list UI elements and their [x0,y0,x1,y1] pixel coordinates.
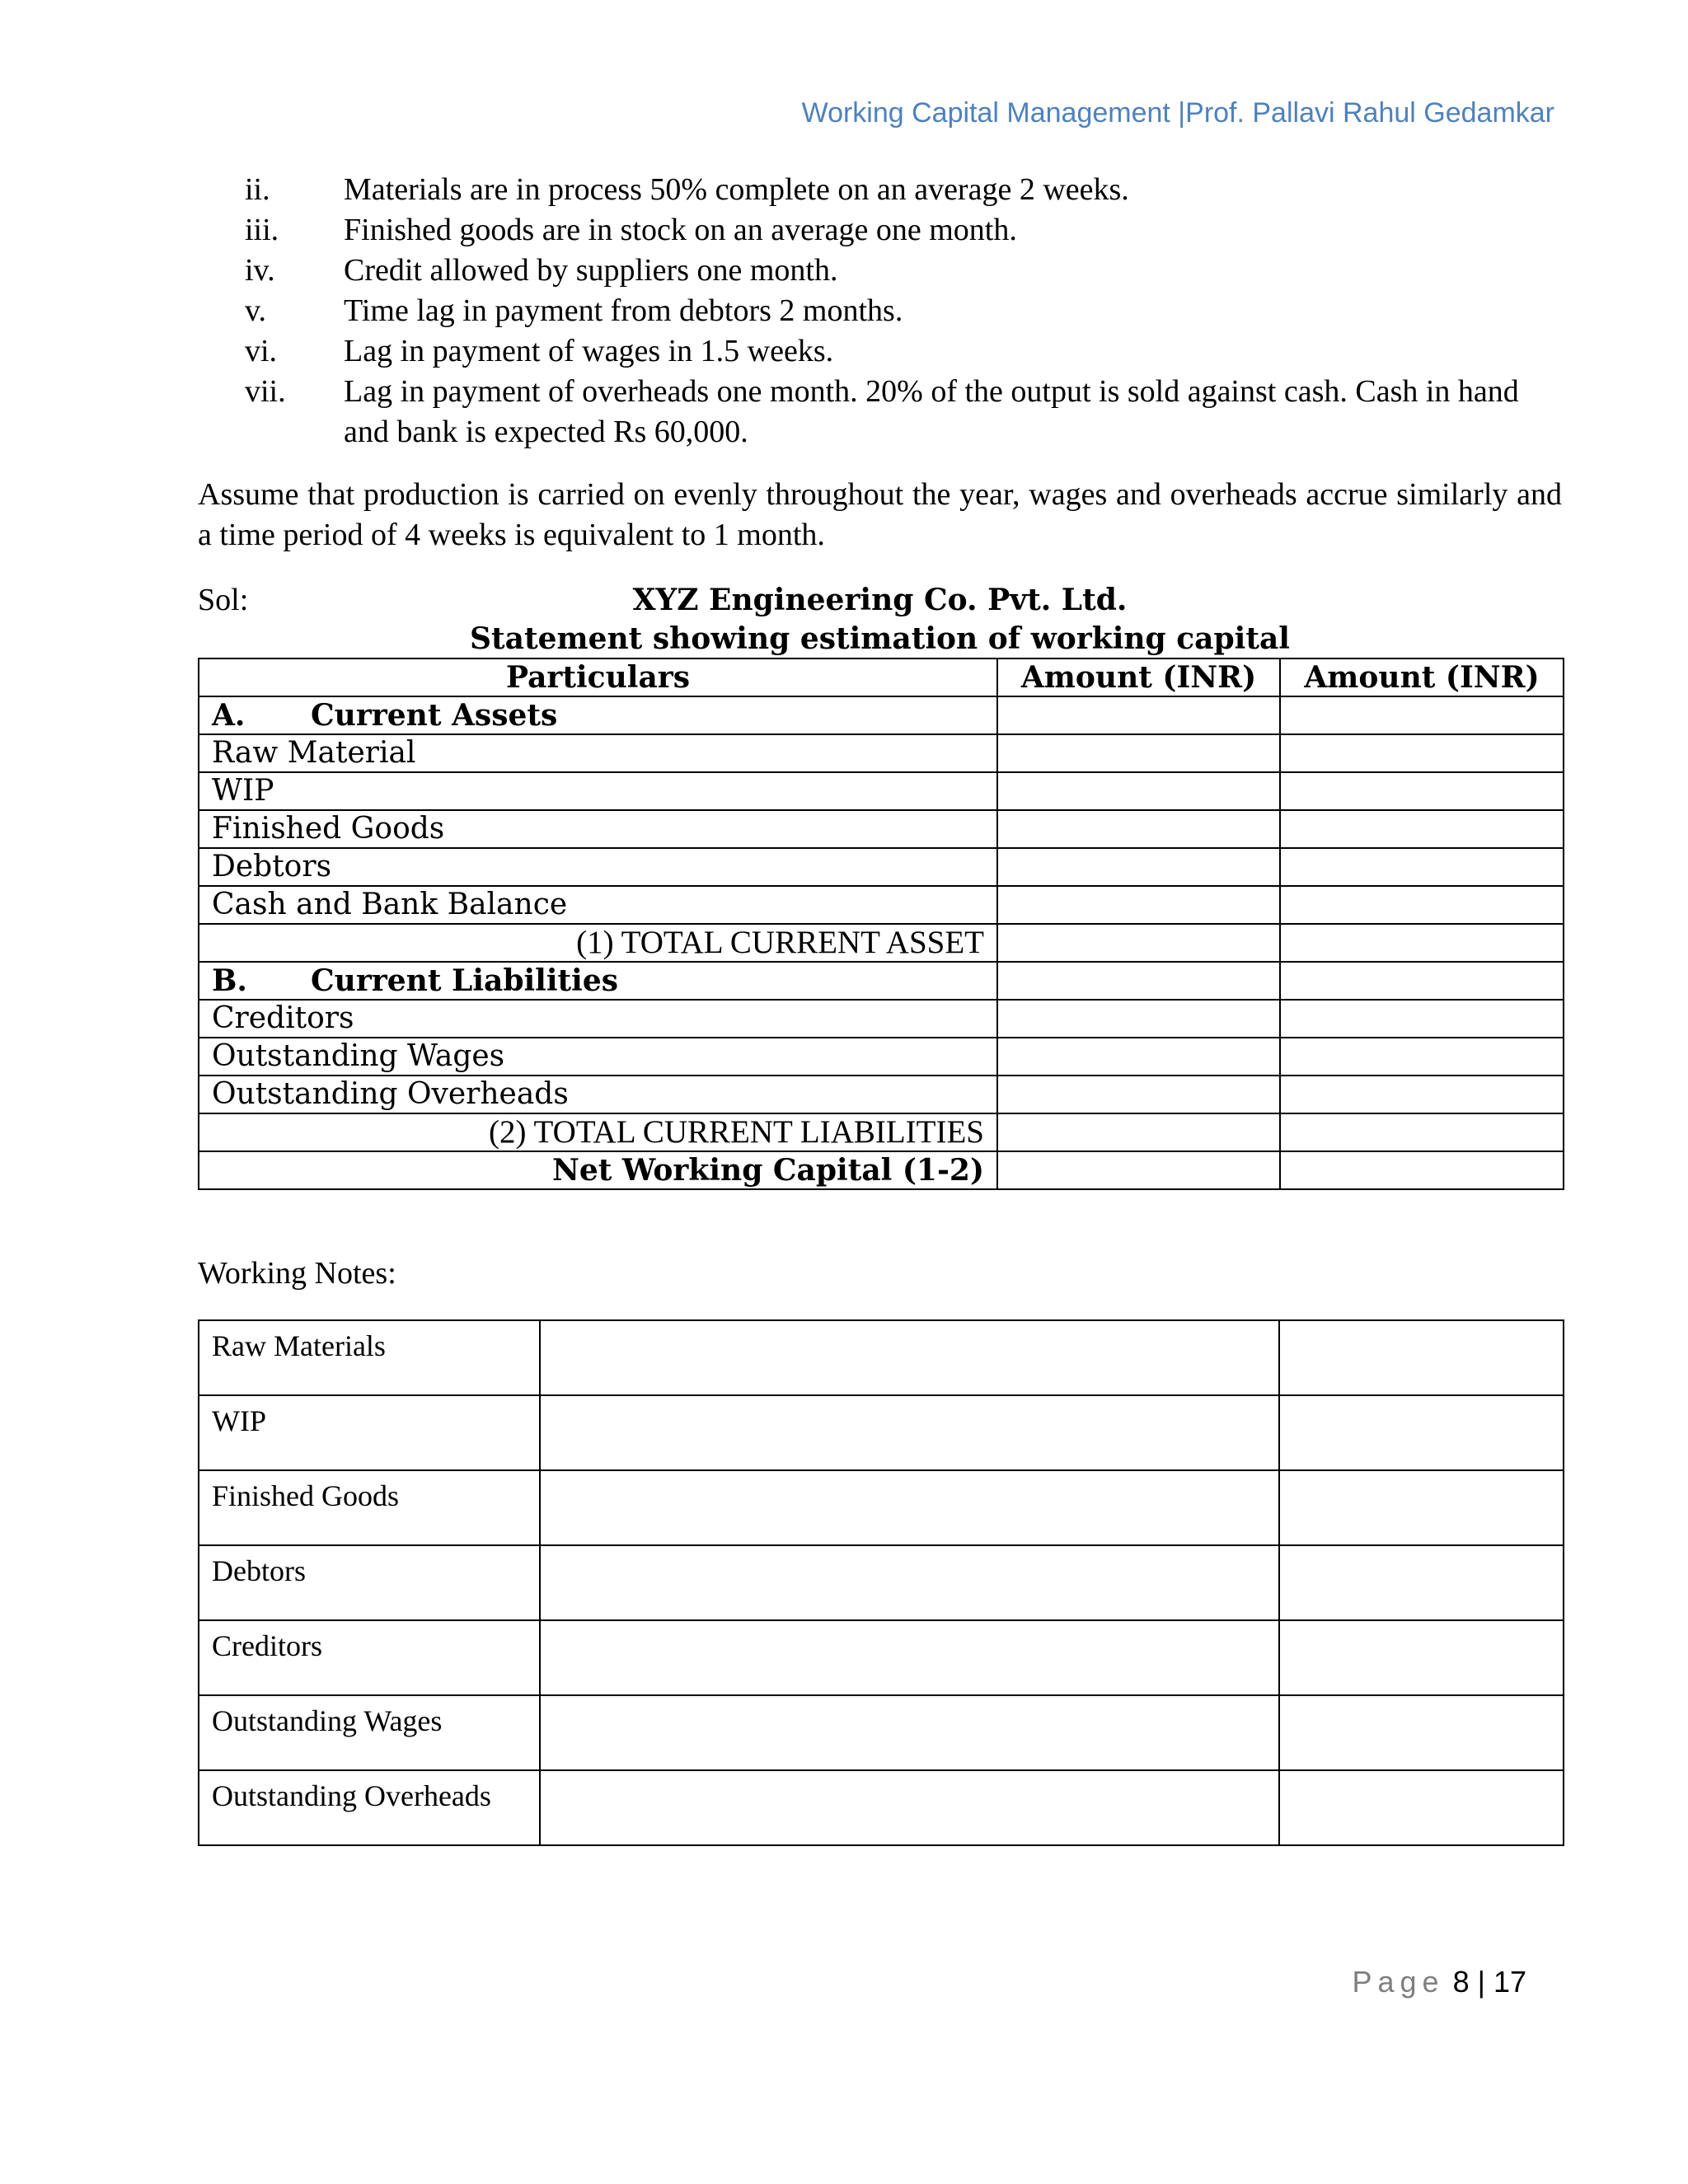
net-working-capital-cell: Net Working Capital (1-2) [199,1151,997,1189]
working-notes-table [198,1319,1564,1846]
company-title: XYZ Engineering Co. Pvt. Ltd. [632,583,1128,617]
note-cell [540,1320,1279,1395]
amount-cell [1280,1000,1564,1038]
table-row [199,1076,1564,1113]
table-header-row [199,658,1564,696]
amount-cell [997,810,1280,848]
note-cell [1279,1620,1564,1695]
section-title: Current Liabilities [311,963,618,998]
amount-cell [997,696,1280,734]
note-cell [540,1545,1279,1620]
note-label: WIP [199,1395,540,1470]
total-assets-cell: (1) TOTAL CURRENT ASSET [199,924,997,962]
amount-cell [997,1000,1280,1038]
particular-cell: Outstanding Overheads [199,1076,997,1113]
note-label: Finished Goods [199,1470,540,1545]
amount-cell [1280,734,1564,772]
list-item [245,331,1564,372]
page-number: 8 | 17 [1452,1965,1526,1999]
particular-cell: Cash and Bank Balance [199,886,997,924]
list-item [245,210,1564,251]
amount-cell [997,734,1280,772]
note-cell [1279,1395,1564,1470]
amount-cell [1280,848,1564,886]
particular-cell: WIP [199,772,997,810]
amount-cell [1280,772,1564,810]
table-row [199,1320,1564,1395]
note-label: Outstanding Overheads [199,1770,540,1845]
table-row [199,1395,1564,1470]
working-notes-label: Working Notes: [198,1256,396,1291]
table-row [199,734,1564,772]
amount-cell [1280,810,1564,848]
total-liabilities-cell: (2) TOTAL CURRENT LIABILITIES [199,1113,997,1151]
particular-cell: Raw Material [199,734,997,772]
table-row [199,1470,1564,1545]
particular-cell: Finished Goods [199,810,997,848]
note-cell [1279,1470,1564,1545]
note-cell [1279,1770,1564,1845]
particular-cell: Debtors [199,848,997,886]
amount-cell [1280,962,1564,1000]
list-number: v. [245,293,267,328]
particular-cell: Creditors [199,1000,997,1038]
amount-cell [997,1038,1280,1076]
table-row [199,1770,1564,1845]
section-heading-assets [199,696,997,734]
amount-cell [997,886,1280,924]
page-footer [1352,1965,1526,1999]
list-text: Credit allowed by suppliers one month. [344,253,838,288]
section-heading-liabilities [199,962,997,1000]
working-capital-statement [198,658,1564,1190]
amount-cell [1280,696,1564,734]
note-cell [540,1470,1279,1545]
table-row [199,810,1564,848]
amount-cell [997,1113,1280,1151]
table-row [199,1620,1564,1695]
note-cell [540,1395,1279,1470]
table-row [199,696,1564,734]
table-row [199,1000,1564,1038]
amount-cell [997,924,1280,962]
list-number: ii. [245,172,270,207]
header-amount: Amount (INR) [997,658,1280,696]
list-number: vii. [245,374,286,409]
table-row [199,1151,1564,1189]
table-row [199,924,1564,962]
list-number: vi. [245,334,278,368]
header-particulars: Particulars [199,658,997,696]
note-label: Raw Materials [199,1320,540,1395]
table-row [199,1038,1564,1076]
statement-title: Statement showing estimation of working capital [470,621,1290,656]
amount-cell [1280,924,1564,962]
conditions-list [245,170,1564,452]
list-item [245,251,1564,291]
section-title: Current Assets [311,698,558,733]
page-header: Working Capital Management |Prof. Pallavi Rahul Gedamkar [801,97,1554,129]
table-row [199,1113,1564,1151]
list-text: Lag in payment of overheads one month. 20% of the output is sold against cash. Cash in hand and bank is expected Rs 60,000. [344,374,1519,449]
list-item [245,372,1564,452]
note-cell [540,1770,1279,1845]
amount-cell [997,1076,1280,1113]
amount-cell [997,962,1280,1000]
amount-cell [997,772,1280,810]
amount-cell [1280,1038,1564,1076]
list-number: iii. [245,213,279,247]
table-row [199,962,1564,1000]
list-text: Time lag in payment from debtors 2 months. [344,293,903,328]
particular-cell: Outstanding Wages [199,1038,997,1076]
note-label: Outstanding Wages [199,1695,540,1770]
list-item [245,170,1564,210]
note-cell [1279,1320,1564,1395]
table-row [199,772,1564,810]
note-label: Debtors [199,1545,540,1620]
section-letter: B. [212,963,247,998]
list-text: Lag in payment of wages in 1.5 weeks. [344,334,834,368]
amount-cell [1280,1151,1564,1189]
amount-cell [1280,1113,1564,1151]
list-text: Materials are in process 50% complete on an average 2 weeks. [344,172,1129,207]
list-item [245,291,1564,331]
note-cell [1279,1545,1564,1620]
table-row [199,848,1564,886]
sol-label: Sol: [198,583,249,617]
table-row [199,1545,1564,1620]
note-cell [540,1695,1279,1770]
amount-cell [1280,886,1564,924]
page-word: Page [1352,1965,1445,1999]
note-cell [540,1620,1279,1695]
assumption-paragraph: Assume that production is carried on evenly throughout the year, wages and overheads accrue similarly and a time period of 4 weeks is equivalent to 1 month. [198,477,1562,552]
header-amount: Amount (INR) [1280,658,1564,696]
list-text: Finished goods are in stock on an average one month. [344,213,1017,247]
section-letter: A. [212,698,246,733]
list-number: iv. [245,253,275,288]
amount-cell [1280,1076,1564,1113]
amount-cell [997,848,1280,886]
table-row [199,886,1564,924]
note-cell [1279,1695,1564,1770]
amount-cell [997,1151,1280,1189]
table-row [199,1695,1564,1770]
note-label: Creditors [199,1620,540,1695]
